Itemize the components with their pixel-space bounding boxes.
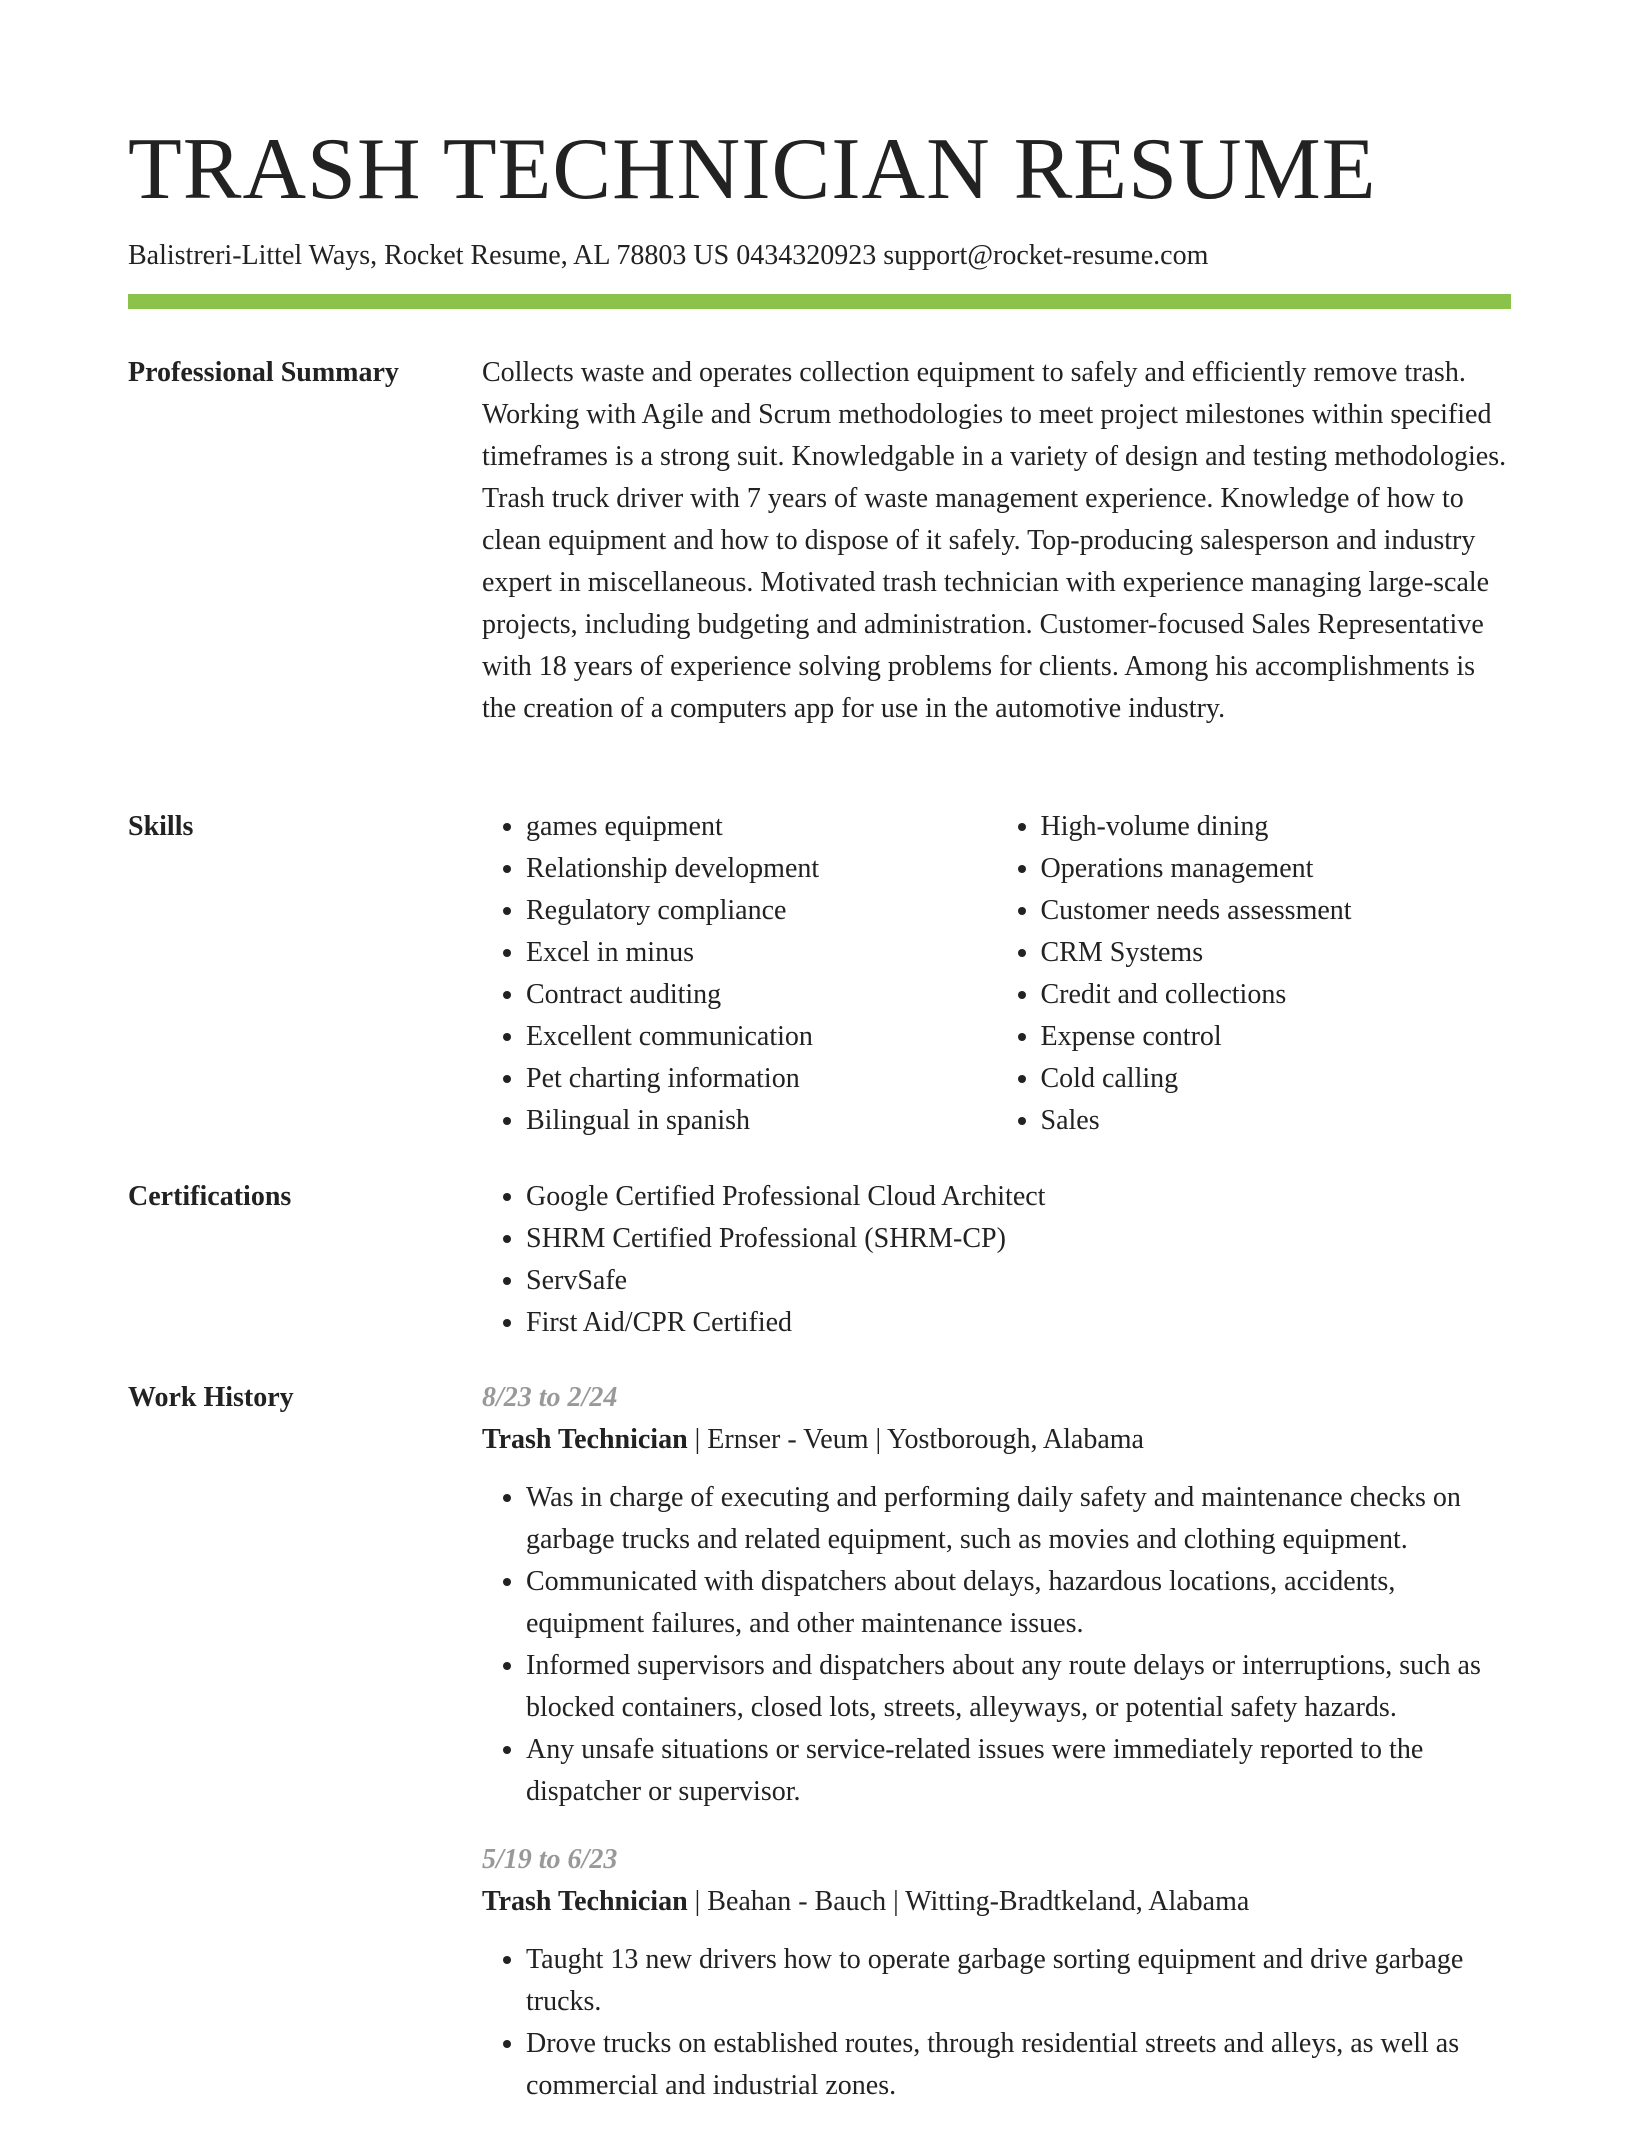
resume-title: TRASH TECHNICIAN RESUME (128, 121, 1377, 218)
job-duty: • Taught 13 new drivers how to operate garbage sorting equipment and drive garbage trucks. (526, 1939, 1511, 2023)
job-entry (482, 1839, 1511, 2107)
job-duty: • Drove trucks on established routes, through residential streets and alleys, as well as commercial and industrial zones. (526, 2023, 1511, 2107)
job-title: Trash Technician (482, 1424, 688, 1455)
skill-item: • Sales (1041, 1100, 1512, 1142)
summary-section (128, 352, 1511, 730)
summary-text: Collects waste and operates collection equipment to safely and efficiently remove trash. Working with Agile and Scrum methodologies to meet project milestones within specified timeframes is a strong suit. Knowledgable in a variety of design and testing methodologies. Trash truck driver with 7 years of waste management experience. Knowledge of how to clean equipment and how to dispose of it safely. Top-producing salesperson and industry expert in miscellaneous. Motivated trash technician with experience managing large-scale projects, including budgeting and administration. Customer-focused Sales Representative with 18 years of experience solving problems for clients. Among his accomplishments is the creation of a computers app for use in the automotive industry. (482, 357, 1507, 724)
section-label-skills: Skills (128, 811, 194, 842)
skill-item: • Regulatory compliance (526, 890, 997, 932)
skills-list-left (482, 806, 997, 1142)
skills-list-right (997, 806, 1512, 1142)
job-dates: 5/19 to 6/23 (482, 1844, 618, 1875)
skill-item: • Excellent communication (526, 1016, 997, 1058)
certifications-list (482, 1176, 1511, 1344)
job-duty: • Any unsafe situations or service-related issues were immediately reported to the dispatcher or supervisor. (526, 1729, 1511, 1813)
skill-item: • Operations management (1041, 848, 1512, 890)
job-duties-list (482, 1939, 1511, 2107)
skill-item: • Pet charting information (526, 1058, 997, 1100)
job-employer-location: | Beahan - Bauch | Witting-Bradtkeland, Alabama (687, 1886, 1250, 1917)
work-history-section (128, 1377, 1511, 2133)
certification-item: • SHRM Certified Professional (SHRM-CP) (526, 1218, 1511, 1260)
job-duties-list (482, 1477, 1511, 1813)
skill-item: • Excel in minus (526, 932, 997, 974)
job-duty: • Was in charge of executing and performing daily safety and maintenance checks on garbage trucks and related equipment, such as movies and clothing equipment. (526, 1477, 1511, 1561)
skill-item: • Credit and collections (1041, 974, 1512, 1016)
section-label-certifications: Certifications (128, 1181, 292, 1212)
skill-item: • Contract auditing (526, 974, 997, 1016)
resume-header (128, 118, 1511, 309)
skill-item: • CRM Systems (1041, 932, 1512, 974)
skill-item: • Bilingual in spanish (526, 1100, 997, 1142)
job-dates: 8/23 to 2/24 (482, 1382, 618, 1413)
job-duty: • Communicated with dispatchers about delays, hazardous locations, accidents, equipment failures, and other maintenance issues. (526, 1561, 1511, 1645)
skill-item: • games equipment (526, 806, 997, 848)
certification-item: • First Aid/CPR Certified (526, 1302, 1511, 1344)
accent-divider (128, 294, 1511, 309)
skills-section (128, 806, 1511, 1142)
certification-item: • ServSafe (526, 1260, 1511, 1302)
job-entry (482, 1377, 1511, 1813)
section-label-summary: Professional Summary (128, 357, 399, 388)
job-duty: • Informed supervisors and dispatchers about any route delays or interruptions, such as blocked containers, closed lots, streets, alleyways, or potential safety hazards. (526, 1645, 1511, 1729)
certifications-section (128, 1176, 1511, 1344)
skill-item: • High-volume dining (1041, 806, 1512, 848)
skill-item: • Customer needs assessment (1041, 890, 1512, 932)
job-heading (482, 1419, 1511, 1461)
certification-item: • Google Certified Professional Cloud Architect (526, 1176, 1511, 1218)
contact-line: Balistreri-Littel Ways, Rocket Resume, AL 78803 US 0434320923 support@rocket-resume.com (128, 240, 1209, 271)
job-title: Trash Technician (482, 1886, 688, 1917)
job-heading (482, 1881, 1511, 1923)
section-label-work-history: Work History (128, 1382, 294, 1413)
job-employer-location: | Ernser - Veum | Yostborough, Alabama (687, 1424, 1144, 1455)
skill-item: • Relationship development (526, 848, 997, 890)
skill-item: • Cold calling (1041, 1058, 1512, 1100)
skill-item: • Expense control (1041, 1016, 1512, 1058)
